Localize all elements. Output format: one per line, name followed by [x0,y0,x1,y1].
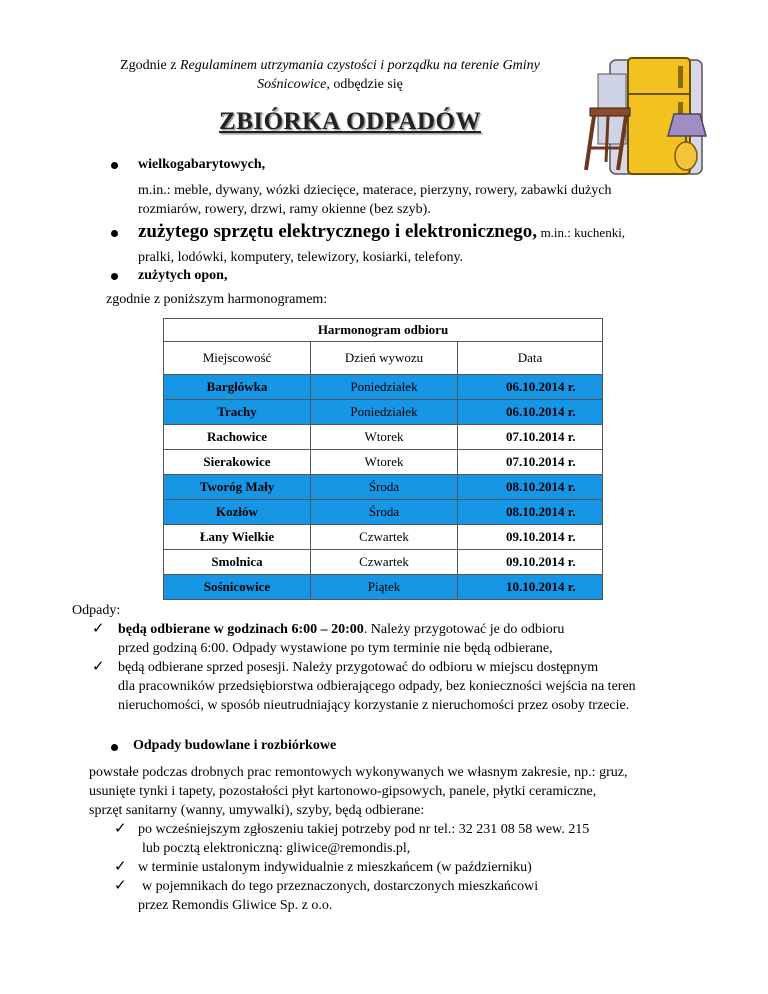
table-header: Data [458,342,603,375]
place-cell: Bargłówka [164,375,311,400]
day-cell: Wtorek [311,425,458,450]
day-cell: Poniedziałek [311,400,458,425]
bullet-icon [111,230,118,237]
budowlane-condition-2: w terminie ustalonym indywidualnie z mieszkańcem (w październiku) [138,860,532,875]
table-row [164,500,603,525]
date-cell: 06.10.2014 r. [458,375,603,400]
place-cell: Tworóg Mały [164,475,311,500]
day-cell: Czwartek [311,525,458,550]
checkmark-icon: ✓ [92,657,105,675]
table-row [164,400,603,425]
place-cell: Sierakowice [164,450,311,475]
place-cell: Sośnicowice [164,575,311,600]
bullet-icon [111,744,118,751]
budowlane-text: powstałe podczas drobnych prac remontowych wykonywanych we własnym zakresie, np.: gruz, [89,765,628,780]
place-cell: Trachy [164,400,311,425]
date-cell: 07.10.2014 r. [458,425,603,450]
item-desc: rozmiarów, rowery, drzwi, ramy okienne (bez szyb). [138,202,431,217]
checkmark-icon: ✓ [92,619,105,637]
schedule-intro: zgodnie z poniższym harmonogramem: [106,292,328,307]
date-cell: 07.10.2014 r. [458,450,603,475]
intro-text: Zgodnie z Regulaminem utrzymania czystości i porządku na terenie Gminy Sośnicowice, odbędzie się [120,58,540,92]
day-cell: Wtorek [311,450,458,475]
day-cell: Środa [311,475,458,500]
item-heading-line: zużytego sprzętu elektrycznego i elektronicznego, m.in.: kuchenki, [138,221,626,242]
place-cell: Smolnica [164,550,311,575]
date-cell: 08.10.2014 r. [458,475,603,500]
day-cell: Poniedziałek [311,375,458,400]
bullet-icon [111,162,118,169]
item-desc: m.in.: meble, dywany, wózki dziecięce, materace, pierzyny, rowery, zabawki dużych [138,183,612,198]
bullet-icon [111,273,118,280]
budowlane-condition-3: w pojemnikach do tego przeznaczonych, dostarczonych mieszkańcowi [142,879,539,894]
odpady-condition-2-cont: dla pracowników przedsiębiorstwa odbierającego odpady, bez konieczności wejścia na teren [118,679,636,694]
checkmark-icon: ✓ [114,857,127,875]
odpady-condition-2: będą odbierane sprzed posesji. Należy przygotować do odbioru w miejscu dostępnym [118,660,599,675]
table-row [164,550,603,575]
checkmark-icon: ✓ [114,876,127,894]
table-row [164,425,603,450]
budowlane-condition-1: po wcześniejszym zgłoszeniu takiej potrzeby pod nr tel.: 32 231 08 58 wew. 215 [138,822,590,837]
budowlane-condition-3-cont: przez Remondis Gliwice Sp. z o.o. [138,898,333,913]
odpady-condition-1: będą odbierane w godzinach 6:00 – 20:00. Należy przygotować je do odbioru [118,622,565,637]
item-heading: wielkogabarytowych, [138,157,266,172]
item-heading: zużytych opon, [138,268,228,283]
table-header: Dzień wywozu [311,342,458,375]
table-row [164,525,603,550]
table-header: Miejscowość [164,342,311,375]
odpady-label: Odpady: [72,603,121,618]
table-row [164,475,603,500]
day-cell: Środa [311,500,458,525]
table-row [164,575,603,600]
day-cell: Piątek [311,575,458,600]
date-cell: 06.10.2014 r. [458,400,603,425]
date-cell: 09.10.2014 r. [458,550,603,575]
date-cell: 09.10.2014 r. [458,525,603,550]
odpady-condition-2-cont: nieruchomości, w sposób nieutrudniający korzystanie z nieruchomości przez osoby trzecie. [118,698,630,713]
table-row [164,450,603,475]
checkmark-icon: ✓ [114,819,127,837]
table-row [164,375,603,400]
budowlane-text: usunięte tynki i tapety, pozostałości płyt kartonowo-gipsowych, panele, płytki ceramiczne, [89,784,597,799]
odpady-condition-1-cont: przed godziną 6:00. Odpady wystawione po tym terminie nie będą odbierane, [118,641,553,656]
budowlane-heading: Odpady budowlane i rozbiórkowe [133,738,337,753]
item-desc: pralki, lodówki, komputery, telewizory, kosiarki, telefony. [138,250,464,265]
table-caption: Harmonogram odbioru [164,319,603,342]
budowlane-condition-1-cont: lub pocztą elektroniczną: gliwice@remondis.pl, [142,841,411,856]
page-title: ZBIÓRKA ODPADÓW [219,108,481,135]
budowlane-text: sprzęt sanitarny (wanny, umywalki), szyby, będą odbierane: [89,803,425,818]
schedule-table [163,318,603,600]
day-cell: Czwartek [311,550,458,575]
place-cell: Łany Wielkie [164,525,311,550]
date-cell: 10.10.2014 r. [458,575,603,600]
date-cell: 08.10.2014 r. [458,500,603,525]
place-cell: Kozłów [164,500,311,525]
place-cell: Rachowice [164,425,311,450]
bulky-waste-illustration [582,52,728,178]
